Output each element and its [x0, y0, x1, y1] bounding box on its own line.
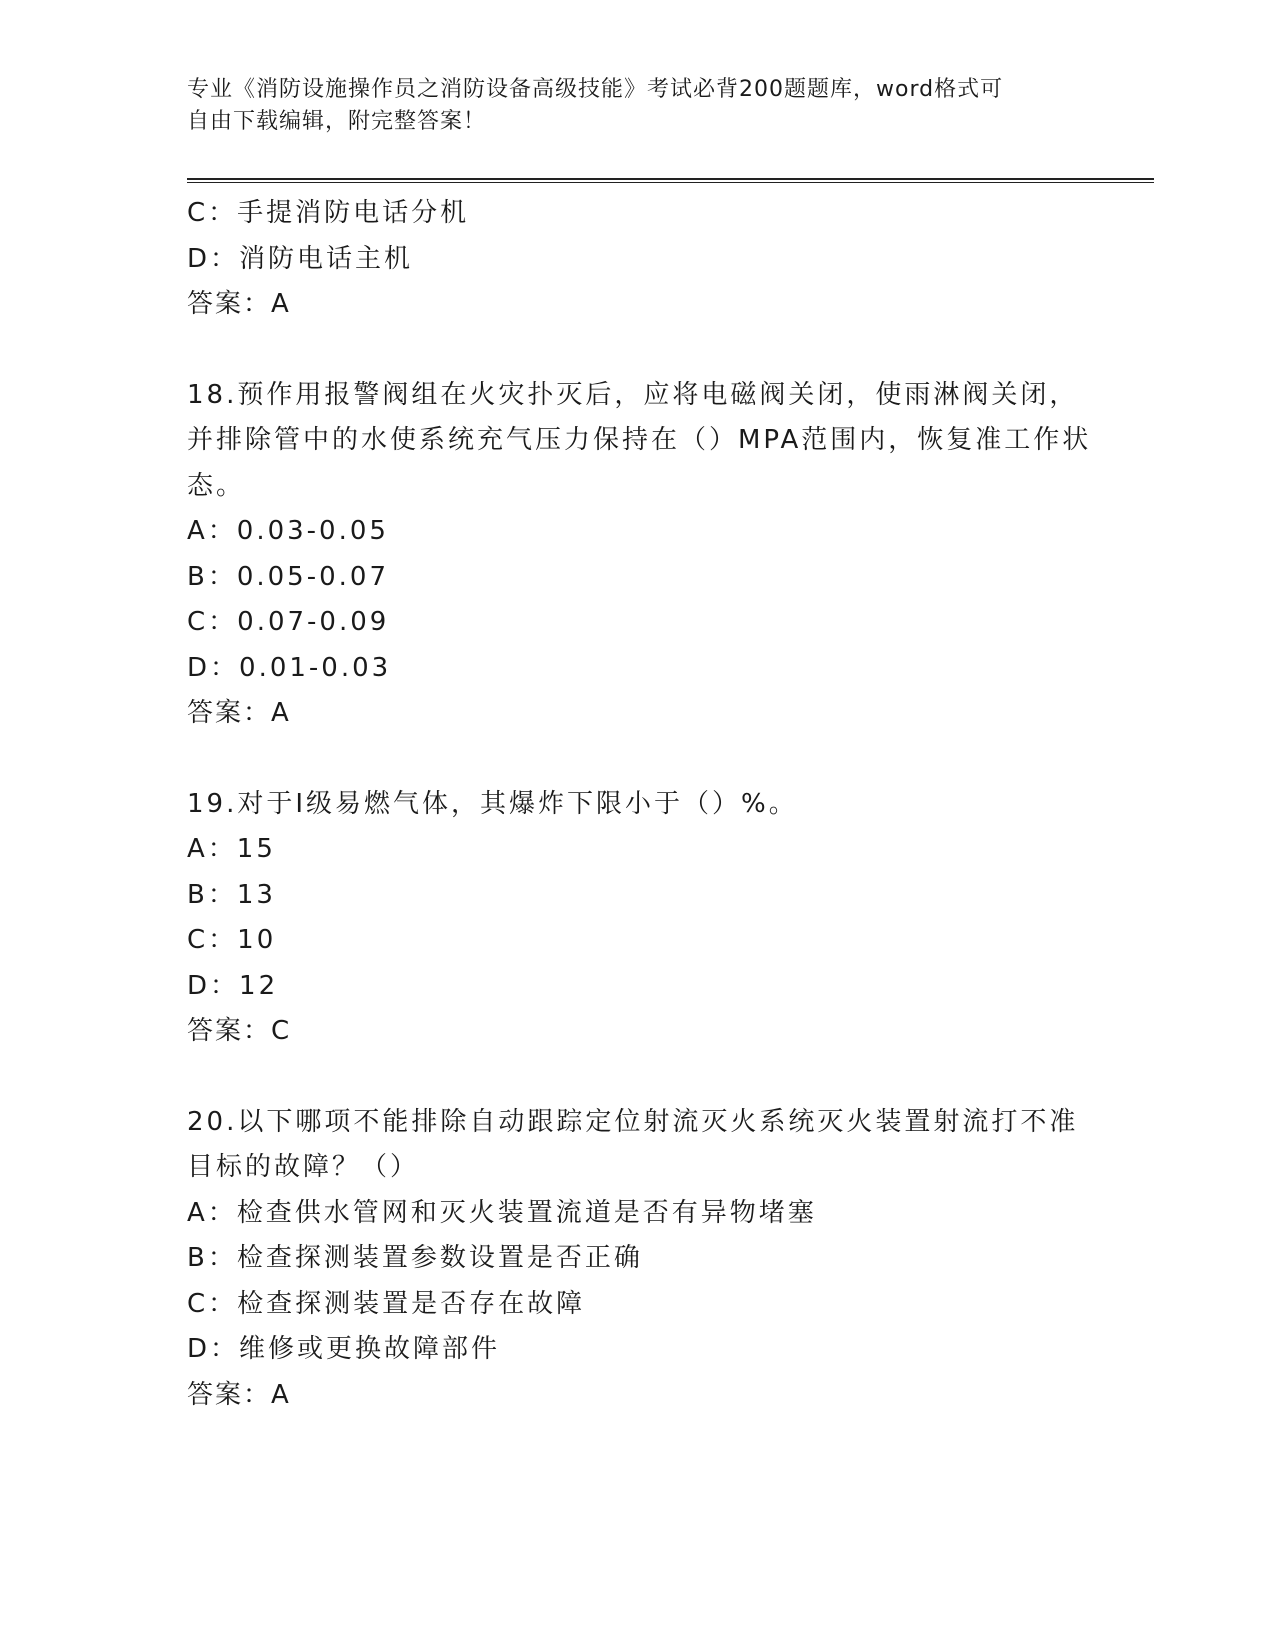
- question-stem: 目标的故障？（）: [187, 1152, 420, 1182]
- option-c: C：0.07-0.09: [187, 607, 390, 637]
- option-a: A：检查供水管网和灭火装置流道是否有异物堵塞: [187, 1197, 817, 1228]
- answer: 答案：C: [187, 1016, 292, 1046]
- header-divider: [187, 178, 1154, 183]
- option-c: C：检查探测装置是否存在故障: [187, 1288, 586, 1319]
- question-18: [187, 373, 1092, 737]
- option-d: D：0.01-0.03: [187, 652, 392, 683]
- spacer: [187, 1055, 1087, 1100]
- question-stem: 18.预作用报警阀组在火灾扑灭后，应将电磁阀关闭，使雨淋阀关闭，: [187, 379, 1079, 410]
- option-d: D：12: [187, 970, 279, 1001]
- question-stem: 19.对于Ⅰ级易燃气体，其爆炸下限小于（）%。: [187, 788, 798, 819]
- option-a: A：0.03-0.05: [187, 516, 389, 546]
- spacer: [187, 737, 1087, 782]
- question-stem: 态。: [187, 470, 246, 501]
- answer: 答案：A: [187, 1379, 291, 1410]
- option-c: C：10: [187, 925, 277, 955]
- spacer: [187, 328, 1087, 373]
- option-a: A：15: [187, 834, 276, 864]
- question-content: [187, 191, 1092, 1418]
- question-17: [187, 191, 1087, 328]
- question-19: [187, 782, 1087, 1055]
- option-b: B：0.05-0.07: [187, 561, 390, 592]
- header-line-2: 自由下载编辑，附完整答案！: [187, 109, 487, 134]
- option-d: D：维修或更换故障部件: [187, 1334, 501, 1364]
- question-20: [187, 1100, 1087, 1419]
- option-d: D：消防电话主机: [187, 243, 414, 274]
- answer: 答案：A: [187, 698, 291, 728]
- question-stem: 20.以下哪项不能排除自动跟踪定位射流灭火系统灭火装置射流打不准: [187, 1106, 1079, 1137]
- header-line-1: 专业《消防设施操作员之消防设备高级技能》考试必背200题题库，word格式可: [187, 77, 1004, 102]
- option-b: B：检查探测装置参数设置是否正确: [187, 1243, 643, 1273]
- answer: 答案：A: [187, 289, 291, 319]
- option-c: C：手提消防电话分机: [187, 198, 470, 228]
- page-header: [187, 74, 1087, 138]
- question-stem: 并排除管中的水使系统充气压力保持在（）MPA范围内，恢复准工作状: [187, 425, 1092, 455]
- option-b: B：13: [187, 879, 276, 910]
